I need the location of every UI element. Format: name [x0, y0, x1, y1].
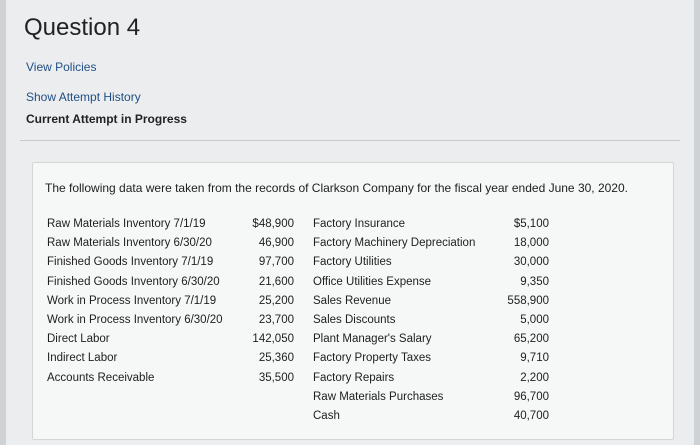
left-item-value: 25,360: [258, 352, 294, 365]
left-item-value: $48,900: [252, 218, 294, 230]
right-item-label: Sales Discounts: [313, 314, 396, 327]
right-item-label: Factory Property Taxes: [313, 352, 432, 365]
left-item-value: 23,700: [258, 314, 294, 327]
right-item-value: 65,200: [513, 333, 549, 346]
problem-intro: The following data were taken from the records of Clarkson Company for the fiscal year ended June 30, 2020.: [45, 181, 628, 195]
attempt-status: Current Attempt in Progress: [26, 112, 187, 126]
question-page: [6, 0, 694, 445]
right-item-value: 40,700: [513, 410, 549, 423]
right-item-value: 18,000: [513, 237, 549, 250]
left-item-label: Finished Goods Inventory 6/30/20: [47, 275, 220, 288]
right-item-label: Factory Utilities: [313, 256, 392, 269]
right-item-value: 558,900: [507, 294, 549, 307]
left-item-value: 142,050: [252, 333, 294, 346]
left-item-value: 97,700: [258, 256, 294, 269]
right-item-label: Office Utilities Expense: [313, 275, 432, 288]
right-item-value: $5,100: [513, 218, 549, 230]
right-item-label: Factory Repairs: [313, 371, 395, 384]
left-item-label: Direct Labor: [47, 333, 110, 346]
right-values: [493, 215, 549, 426]
right-item-label: Plant Manager's Salary: [313, 333, 432, 346]
left-item-label: Work in Process Inventory 7/1/19: [47, 294, 217, 307]
left-labels: [47, 215, 223, 388]
left-item-value: 46,900: [258, 237, 294, 250]
right-item-label: Factory Machinery Depreciation: [313, 237, 476, 250]
problem-card: [32, 162, 674, 440]
right-item-value: 9,710: [520, 352, 549, 365]
right-item-value: 96,700: [513, 390, 549, 403]
right-item-label: Raw Materials Purchases: [313, 390, 444, 403]
right-item-label: Factory Insurance: [313, 218, 406, 230]
right-item-value: 30,000: [513, 256, 549, 269]
right-item-label: Cash: [313, 410, 340, 423]
view-policies-link[interactable]: View Policies: [26, 60, 97, 74]
show-attempt-history-link[interactable]: Show Attempt History: [26, 90, 141, 104]
right-item-value: 5,000: [520, 314, 549, 327]
left-item-value: 35,500: [258, 371, 294, 384]
question-title: Question 4: [24, 14, 141, 41]
left-item-label: Accounts Receivable: [47, 371, 155, 384]
left-item-label: Finished Goods Inventory 7/1/19: [47, 256, 214, 269]
left-item-label: Work in Process Inventory 6/30/20: [47, 314, 223, 327]
right-item-label: Sales Revenue: [313, 294, 391, 307]
right-item-value: 2,200: [520, 371, 549, 384]
divider: [20, 140, 680, 141]
left-item-label: Raw Materials Inventory 6/30/20: [47, 237, 212, 250]
right-labels: [313, 215, 475, 426]
left-item-label: Raw Materials Inventory 7/1/19: [47, 218, 206, 230]
left-values: [238, 215, 294, 388]
left-item-value: 25,200: [258, 294, 294, 307]
left-item-value: 21,600: [258, 275, 294, 288]
right-item-value: 9,350: [520, 275, 549, 288]
left-item-label: Indirect Labor: [47, 352, 118, 365]
